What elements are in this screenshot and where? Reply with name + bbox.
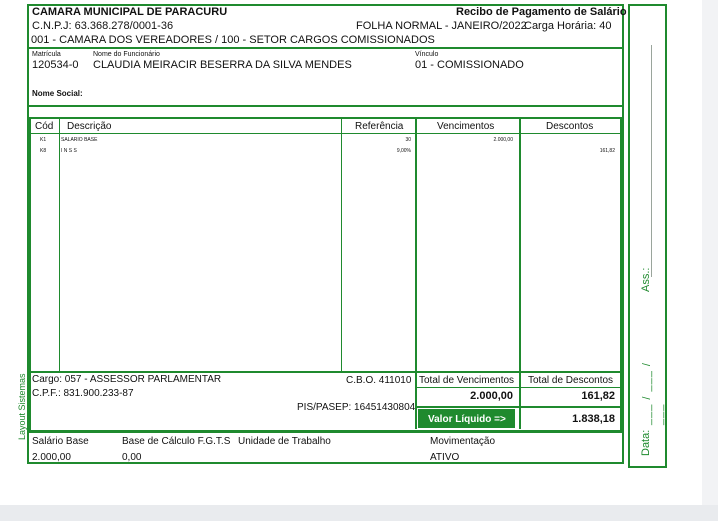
nome-value: CLAUDIA MEIRACIR BESERRA DA SILVA MENDES (93, 59, 352, 71)
total-descontos-value: 161,82 (581, 390, 615, 402)
total-descontos-label: Total de Descontos (528, 375, 614, 386)
cbo: C.B.O. 411010 (346, 375, 412, 386)
vinculo-label: Vínculo (415, 51, 439, 58)
valor-liquido-label: Valor Líquido => (428, 414, 506, 425)
table-row-1-cod: K1 (40, 137, 47, 143)
signature-line (651, 45, 652, 277)
col-vencimentos: Vencimentos (437, 121, 495, 132)
col-descontos: Descontos (546, 121, 594, 132)
ass-label: Ass.: (640, 267, 652, 292)
valor-liquido-value: 1.838,18 (572, 413, 615, 425)
table-row-1-venc: 2.000,00 (493, 137, 513, 143)
total-vencimentos-label: Total de Vencimentos (419, 375, 515, 386)
setor: 001 - CAMARA DOS VEREADORES / 100 - SETOR CARGOS COMISSIONADOS (31, 34, 435, 46)
folha-periodo: FOLHA NORMAL - JANEIRO/2022 (356, 20, 527, 32)
carga-horaria: Carga Horária: 40 (524, 20, 612, 32)
col-referencia: Referência (355, 121, 404, 132)
nome-social-label: Nome Social: (32, 89, 83, 98)
salario-base-label: Salário Base (32, 436, 89, 447)
base-fgts-value: 0,00 (122, 452, 142, 463)
table-row-2-ref: 9,00% (396, 148, 411, 154)
table-row-2-desc: I N S S (61, 148, 77, 154)
layout-brand: Layout Sistemas (17, 373, 27, 440)
table-row-2-desc-value: 161,82 (599, 148, 615, 154)
pis-pasep: PIS/PASEP: 16451430804 (297, 402, 416, 413)
total-vencimentos-value: 2.000,00 (470, 390, 513, 402)
vinculo-value: 01 - COMISSIONADO (415, 59, 524, 71)
table-row-1-desc: SALARIO BASE (61, 137, 98, 143)
nome-label: Nome do Funcionário (93, 51, 160, 58)
scroll-area-right (702, 0, 718, 505)
movimentacao-value: ATIVO (430, 452, 460, 463)
data-label: Data: (640, 429, 652, 456)
scroll-area-bottom (0, 505, 718, 521)
col-cod: Cód (35, 121, 54, 132)
date-slashes: ___ / ___ / ___ (641, 362, 665, 425)
table-row-1-ref: 30 (405, 137, 411, 143)
cnpj: C.N.P.J: 63.368.278/0001-36 (32, 20, 174, 32)
matricula-label: Matrícula (32, 51, 61, 58)
unidade-trabalho-label: Unidade de Trabalho (238, 436, 331, 447)
employer-name: CAMARA MUNICIPAL DE PARACURU (32, 6, 228, 18)
cpf: C.P.F.: 831.900.233-87 (32, 388, 134, 399)
movimentacao-label: Movimentação (430, 436, 496, 447)
document-title: Recibo de Pagamento de Salário (456, 6, 627, 18)
base-fgts-label: Base de Cálculo F.G.T.S (122, 436, 231, 447)
table-row-2-cod: K8 (40, 148, 47, 154)
col-descricao: Descrição (67, 121, 112, 132)
salario-base-value: 2.000,00 (32, 452, 71, 463)
matricula-value: 120534-0 (32, 59, 79, 71)
cargo: Cargo: 057 - ASSESSOR PARLAMENTAR (32, 374, 222, 385)
